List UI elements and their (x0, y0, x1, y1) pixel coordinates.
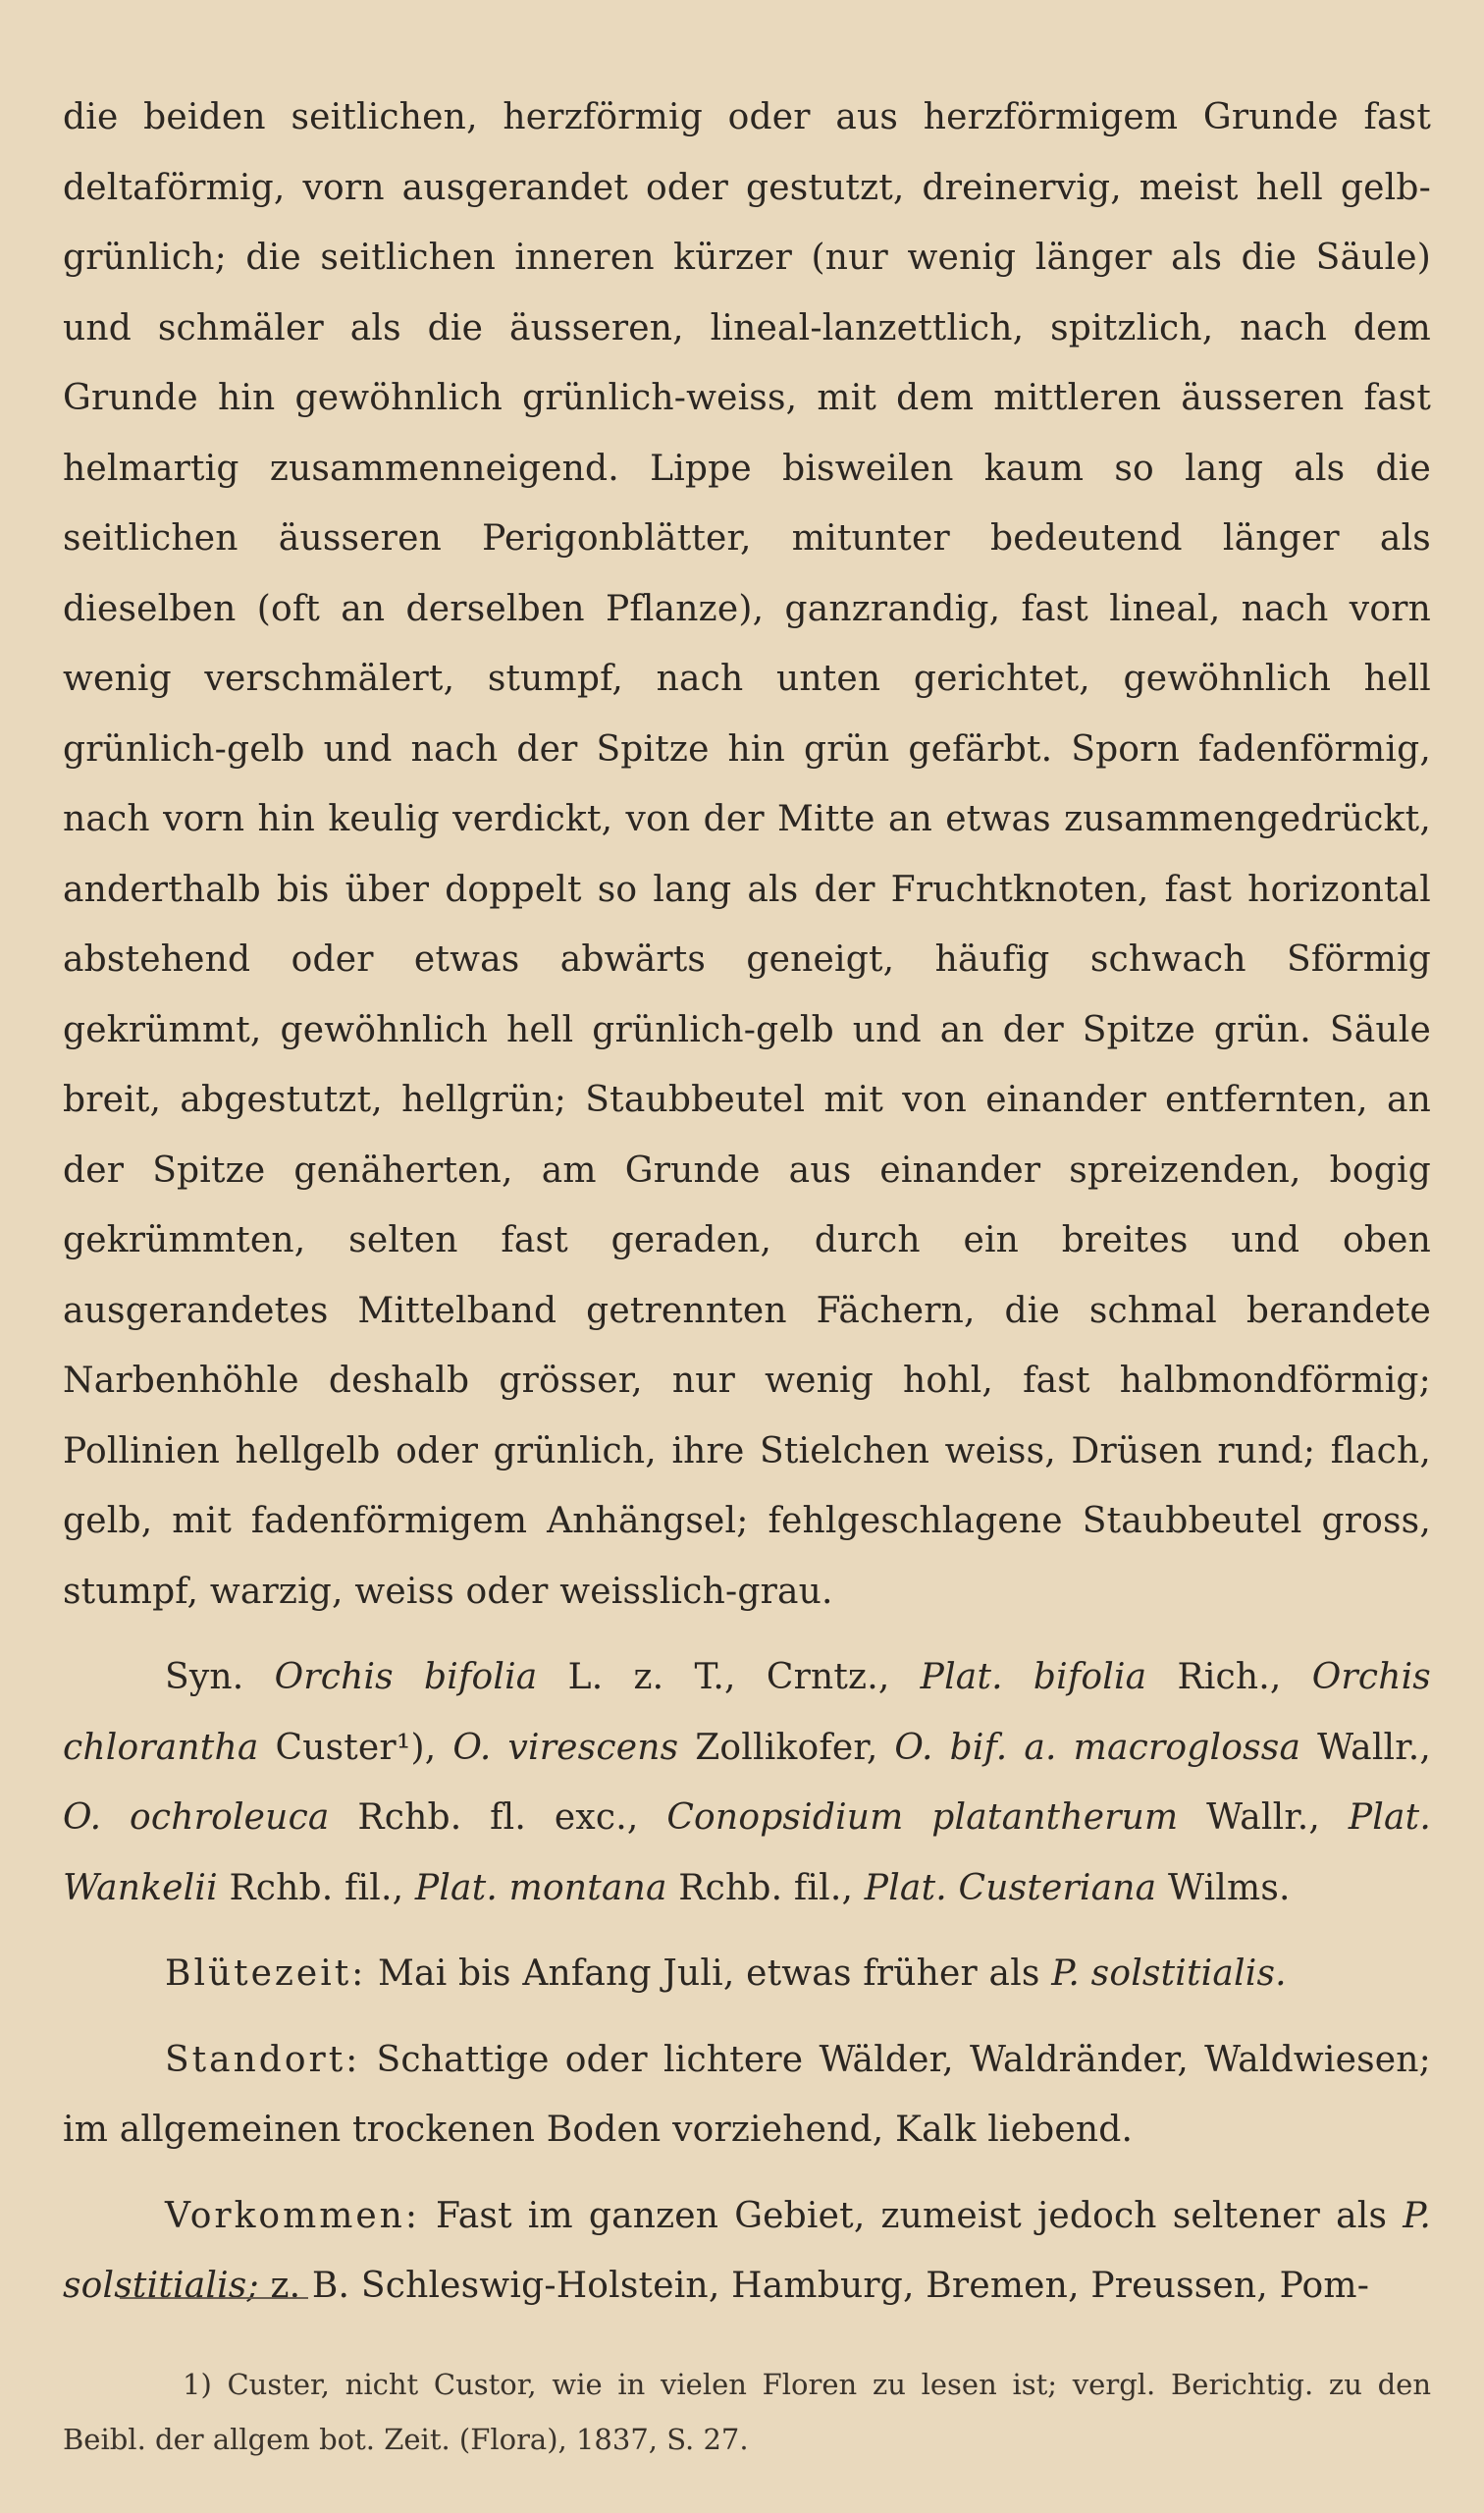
synonyms-list (63, 1657, 1431, 1908)
synonym-authority: Zollikofer, (678, 1727, 895, 1768)
synonyms-label: Syn. (165, 1657, 244, 1697)
occurrence-text-after: z. B. Schleswig-Holstein, Hamburg, Bremen, Preussen, Pom- (270, 2266, 1370, 2306)
synonym-authority: Wilms. (1156, 1867, 1291, 1908)
synonym-authority: Rchb. fl. exc., (329, 1797, 667, 1838)
synonym-taxon-name: Plat. Wankelii (63, 1797, 1431, 1908)
synonym-authority: L. z. T., Crntz., (537, 1657, 921, 1697)
synonym-authority: Rich., (1146, 1657, 1312, 1697)
synonym-authority: Rchb. fil., (666, 1867, 865, 1908)
synonym-taxon-name: O. bif. a. macroglossa (894, 1727, 1301, 1768)
bloom-time-text: Mai bis Anfang Juli, etwas früher als (377, 1953, 1040, 1994)
footnote-divider (120, 2297, 308, 2299)
synonym-taxon-name: Conopsidium platantherum (666, 1797, 1179, 1838)
synonym-taxon-name: Plat. bifolia (920, 1657, 1147, 1697)
synonym-authority: Wallr., (1178, 1797, 1349, 1838)
synonym-taxon-name: Plat. montana (414, 1867, 667, 1908)
occurrence-label: Vorkommen: (165, 2195, 420, 2236)
habitat-label: Standort: (165, 2039, 361, 2080)
synonym-authority: Rchb. fil., (217, 1867, 415, 1908)
synonyms-paragraph (63, 1642, 1431, 1923)
bloom-time-label: Blütezeit: (165, 1953, 367, 1994)
occurrence-species: P. solstitialis; (63, 2195, 1431, 2306)
footnote: 1) Custer, nicht Custor, wie in vielen Floren zu lesen ist; vergl. Berichtig. zu den Beibl. der allgem bot. Zeit. (Flora), 1837, S. 27. (63, 2368, 1431, 2456)
occurrence-text: Fast im ganzen Gebiet, zumeist jedoch seltener als (436, 2195, 1388, 2236)
synonym-authority: Wallr., (1300, 1727, 1431, 1768)
synonym-taxon-name: O. virescens (452, 1727, 679, 1768)
description-paragraph: die beiden seitlichen, herzförmig oder aus herzförmigem Grunde fast deltaförmig, vorn ausgerandet oder gestutzt, dreinervig, meist hell gelb-grünlich; die seitlichen inneren kürzer (nur wenig länger als die Säule) und schmäler als die äusseren, lineal-lanzettlich, spitzlich, nach dem Grunde hin gewöhnlich grünlich-weiss, mit dem mittleren äusseren fast helmartig zusammenneigend. Lippe bisweilen kaum so lang als die seitlichen äusseren Perigonblätter, mitunter bedeutend länger als dieselben (oft an derselben Pflanze), ganzrandig, fast lineal, nach vorn wenig verschmälert, stumpf, nach unten gerichtet, gewöhnlich hell grünlich-gelb und nach der Spitze hin grün gefärbt. Sporn fadenförmig, nach vorn hin keulig verdickt, von der Mitte an etwas zusammengedrückt, anderthalb bis über doppelt so lang als der Fruchtknoten, fast horizontal abstehend oder etwas abwärts geneigt, häufig schwach Sförmig gekrümmt, gewöhnlich hell grünlich-gelb und an der Spitze grün. Säule breit, abgestutzt, hellgrün; Staubbeutel mit von einander entfernten, an der Spitze genäherten, am Grunde aus einander spreizenden, bogig gekrümmten, selten fast geraden, durch ein breites und oben ausgerandetes Mittelband getrennten Fächern, die schmal berandete Narbenhöhle deshalb grösser, nur wenig hohl, fast halbmondförmig; Pollinien hellgelb oder grünlich, ihre Stielchen weiss, Drüsen rund; flach, gelb, mit fadenförmigem Anhängsel; fehlgeschlagene Staubbeutel gross, stumpf, warzig, weiss oder weisslich-grau. (63, 97, 1431, 1612)
bloom-time-species: P. solstitialis. (1051, 1953, 1287, 1994)
synonym-taxon-name: Orchis chlorantha (63, 1657, 1431, 1768)
synonym-taxon-name: O. ochroleuca (63, 1797, 330, 1838)
bloom-time-paragraph (63, 1939, 1431, 2009)
habitat-text: Schattige oder lichtere Wälder, Waldränder, Waldwiesen; im allgemeinen trockenen Boden vorziehend, Kalk liebend. (63, 2039, 1431, 2150)
synonym-authority: Custer¹), (258, 1727, 453, 1768)
occurrence-paragraph (63, 2181, 1431, 2322)
habitat-paragraph (63, 2025, 1431, 2165)
synonym-taxon-name: Plat. Custeriana (864, 1867, 1157, 1908)
synonym-taxon-name: Orchis bifolia (274, 1657, 538, 1697)
main-text (63, 82, 1431, 2322)
